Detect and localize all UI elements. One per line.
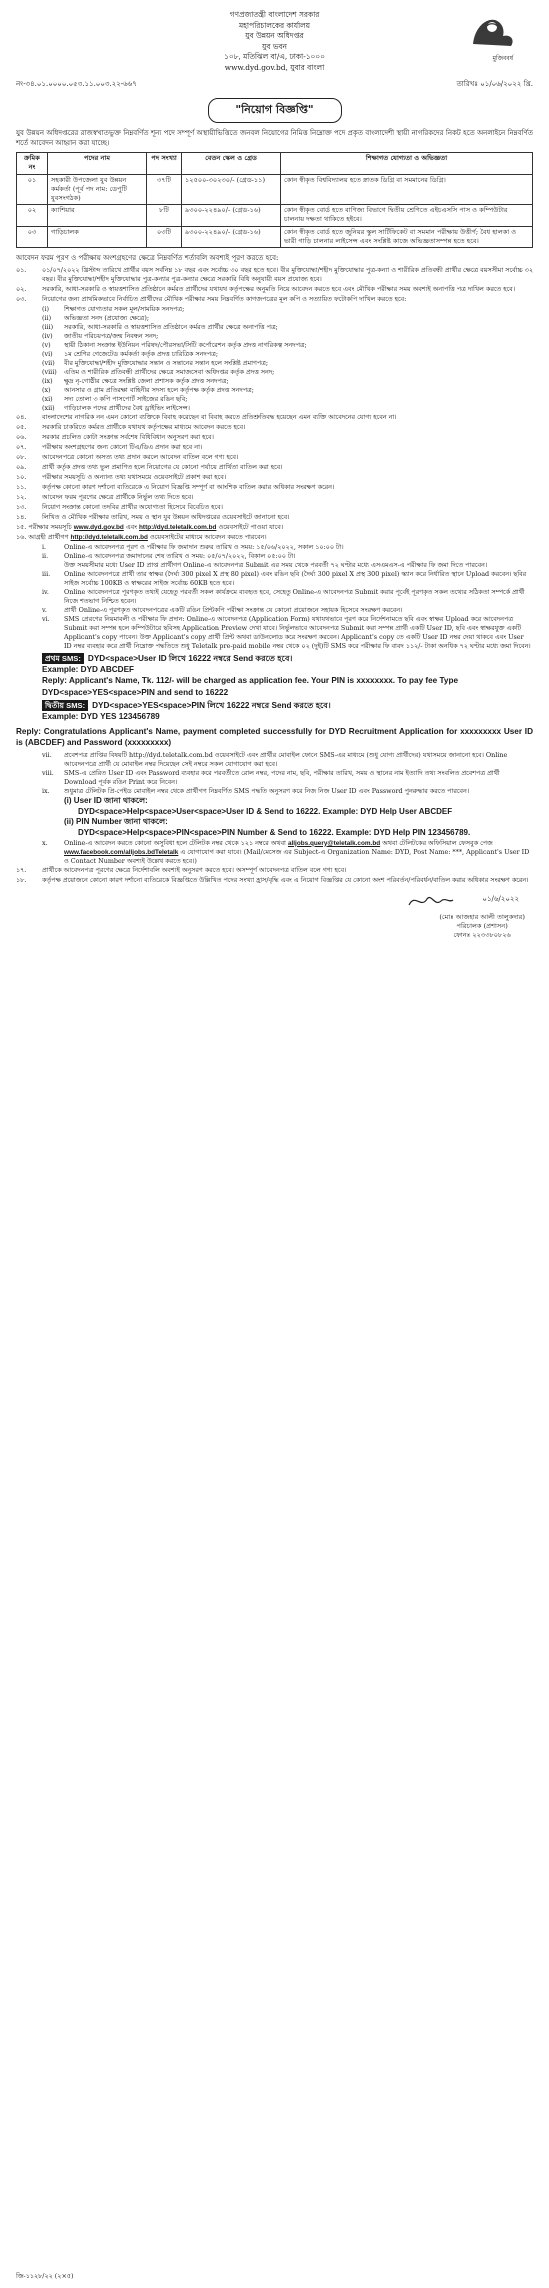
first-sms-example: Example: DYD ABCDEF [42, 665, 135, 675]
item-text: SMS প্রেরণের নিয়মাবলী ও পরীক্ষার ফি প্রদান: Online-এ আবেদনপত্র (Application Form) যথাযথভাবে পূরণ করে নির্দেশনামতে ছবি এবং স্বাক্ষর Upload করে আবেদনপত্র Submit করা সম্পন্ন হলে কম্পিউটারে ছবিসহ Application Preview দেখা যাবে। নির্ভুলভাবে আবেদনপত্র Submit করা সম্পন্ন প্রার্থী একটি User ID, ছবি এবং স্বাক্ষরযুক্ত একটি Applicant's copy পাবেন। উক্ত Applicant's copy প্রার্থী প্রিন্ট অথবা ডাউনলোড করে সংরক্ষণ করবেন। Applicant's copy তে একটি User ID নম্বর দেয়া থাকবে এবং User ID নম্বর ব্যবহার করে প্রার্থী নিম্নোক্ত পদ্ধতিতে শুধু Teletalk pre-paid mobile নম্বর থেকে ০২ (দুই)টি SMS করে পরীক্ষার ফি বাবদ ১১২/- টাকা অনধিক ৭২ ঘণ্টার মধ্যে জমা দিবেন। [64, 615, 531, 651]
footer-code: জি-১১২৮/২২ (২×৫) [16, 2272, 74, 2280]
list-item [16, 588, 533, 606]
memo-number: নং-৩৪.০১.০০০০.০৫৩.১১.০০৩.২২-৬৬৭ [16, 80, 137, 88]
first-sms-tag: প্রথম SMS: [42, 653, 84, 664]
item-text: SMS-এ প্রেরিত User ID এবং Password ব্যবহার করে পরবর্তীতে রোল নম্বর, পদের নাম, ছবি, পরীক্ষার তারিখ, সময় ও স্থানের নাম ইত্যাদি তথ্য সংবলিত প্রবেশপত্র প্রার্থী Download পূর্বক রঙিন Print করে নিবেন। [64, 769, 500, 787]
recovery-label: PIN Number জানা থাকলে: [76, 817, 168, 827]
item-number: ০১. [16, 266, 27, 275]
table-cell: ৩৭টি [147, 174, 182, 205]
table-cell: ৯৩০০-২২৪৯০/- (গ্রেড-১৬) [182, 226, 281, 247]
table-cell: ০৩ [17, 226, 48, 247]
list-item [16, 332, 533, 341]
list-item [64, 817, 533, 828]
list-item [16, 552, 533, 561]
website-line-prefix: ১৫. পরীক্ষার সময়সূচি [16, 523, 72, 532]
item-text: শুধুমাত্র টেলিটক প্রি-পেইড মোবাইল নম্বর থেকে প্রার্থীগণ নিম্নবর্ণিত SMS পদ্ধতি অনুসরণ করে নিজ নিজ User ID এবং Password পুনরুদ্ধার করতে পারবেন। [64, 787, 470, 796]
table-cell: গাড়িচালক [48, 226, 147, 247]
item-number: ii. [42, 552, 49, 561]
header-line: যুব উন্নয়ন অধিদপ্তর [245, 31, 304, 41]
table-header-row [17, 153, 533, 174]
intro-paragraph: যুব উন্নয়ন অধিদপ্তরের রাজস্বখাতভুক্ত নিম্নবর্ণিত শূন্য পদে সম্পূর্ণ অস্থায়ীভিত্তিতে জনবল নিয়োগের নিমিত্ত নিম্নোক্ত পদে প্রকৃত বাংলাদেশী স্থায়ী নাগরিকদের নিকট হতে অনলাইনে নিম্নবর্ণিত শর্তে আবেদন আহ্বান করা যাচ্ছে। [16, 129, 533, 147]
signature-block [16, 891, 533, 943]
list-item [64, 796, 533, 807]
contact-text: Online-এ আবেদন করতে কোনো অসুবিধা হলে টেলিটক নম্বর থেকে ১২১ নম্বরে অথবা [64, 838, 286, 847]
apply-line-suffix: ওয়েবসাইটের মাধ্যমে আবেদন করতে পারবেন। [149, 533, 267, 542]
column-header: ক্রমিক নং [17, 153, 48, 174]
item-text: নিয়োগের জন্য প্রাথমিকভাবে নির্বাচিত প্রার্থীদের মৌখিক পরীক্ষার সময় নিম্নবর্ণিত কাগজপত্রের মূল কপি ও সত্যায়িত ফটোকপি দাখিল করতে হবে: [42, 295, 407, 304]
table-row [17, 226, 533, 247]
table-cell: সহকারী উপজেলা যুব উন্নয়ন কর্মকর্তা (পূর্ব পদ নাম: ডেপুটি যুবসংগঠক) [48, 174, 147, 205]
signatory-name: (মোঃ আজহার আলী তালুকদার) [439, 912, 525, 921]
item-text: প্রবেশপত্র প্রাপ্তির বিষয়টি http://dyd.teletalk.com.bd ওয়েবসাইটে এবং প্রার্থীর মোবাইল ফোনে SMS-এর মাধ্যমে (শুধু যোগ্য প্রার্থীদের) যথাসময়ে জানানো হবে। Online আবেদনপত্রে প্রার্থী যে মোবাইল নম্বর দিয়েছেন সেই নম্বরে সকল যোগাযোগ করা হবে। [64, 751, 508, 769]
item-number: (vi) [42, 350, 53, 359]
item-number: (x) [42, 386, 51, 395]
item-text: সরকারি, আধা-সরকারি ও স্বায়ত্তশাসিত প্রতিষ্ঠানে কর্মরত প্রার্থীদের যথাযথ কর্তৃপক্ষের অনুমতি নিয়ে আবেদন করতে হবে এবং মৌখিক পরীক্ষার সময় অবশ্যই অনাপত্তি পত্র দাখিল করতে হবে। [42, 285, 515, 294]
header-line: মহাপরিচালকের কার্যালয় [238, 20, 311, 30]
list-item [16, 377, 533, 386]
header-line: যুব ভবন [262, 41, 287, 51]
item-number: ১০. [16, 473, 27, 482]
list-item [16, 615, 533, 651]
first-sms-block [42, 653, 533, 698]
item-number: (xii) [42, 404, 55, 413]
conditions-heading: আবেদন ফরম পূরণ ও পরীক্ষায় অংশগ্রহণের ক্ষেত্রে নিম্নবর্ণিত শর্তাবলি অবশ্যই পূরণ করতে হবে: [16, 254, 279, 263]
item-text: অভিজ্ঞতা সনদ (প্রযোজ্য ক্ষেত্রে); [64, 314, 149, 323]
signatory-details [439, 913, 525, 940]
item-text: জাতীয় পরিচয়পত্র/জন্ম নিবন্ধন সনদ; [64, 332, 159, 341]
item-number: (vii) [42, 359, 55, 368]
item-text: প্রার্থী কর্তৃক প্রদত্ত তথ্য ভুল প্রমাণিত হলে নিয়োগের যে কোনো পর্যায়ে প্রার্থিতা বাতিল করা হবে। [42, 463, 283, 472]
item-text: ০১/০৭/২০২২ খ্রিস্টাব্দ তারিখে প্রার্থীর বয়স সর্বনিম্ন ১৮ বছর এবং সর্বোচ্চ ৩০ বছর হতে হবে। বীর মুক্তিযোদ্ধা/শহীদ মুক্তিযোদ্ধার পুত্র-কন্যা ও শারীরিক প্রতিবন্ধী প্রার্থীর ক্ষেত্রে বয়সসীমা সর্বোচ্চ ৩২ বছর। বীর মুক্তিযোদ্ধা/শহীদ মুক্তিযোদ্ধার পুত্র-কন্যার পুত্র-কন্যার ক্ষেত্রে সরকারি বিধি অনুযায়ী বয়স প্রযোজ্য হবে। [42, 266, 533, 284]
notice-title: "নিয়োগ বিজ্ঞপ্তি" [208, 98, 342, 123]
header-line: গণপ্রজাতন্ত্রী বাংলাদেশ সরকার [229, 10, 320, 19]
recovery-command: DYD<space>Help<space>User<space>User ID & Send to 16222. Example: DYD Help User ABCDEF [78, 806, 453, 816]
item-number: (i) [64, 796, 72, 806]
item-number: ০৫. [16, 423, 27, 432]
item-text: আবেদন ফরম পূরণের ক্ষেত্রে প্রার্থীকে নির্ভুল তথ্য দিতে হবে। [42, 493, 194, 502]
list-item [16, 314, 533, 323]
item-number: ১৩. [16, 503, 27, 512]
list-item [16, 493, 533, 502]
memo-row [16, 78, 533, 90]
list-item [16, 876, 533, 885]
item-number: (ix) [42, 377, 53, 386]
item-number: ০৪. [16, 413, 27, 422]
item-number: ১২. [16, 493, 27, 502]
item-text: কর্তৃপক্ষ প্রয়োজনে কোনো কারণ দর্শানো ব্যতিরেকে বিজ্ঞপ্তিতে উল্লিখিত পদের সংখ্যা হ্রাস/বৃদ্ধি এবং এ নিয়োগ বিজ্ঞপ্তির যে কোনো অংশ পরিবর্তন/পরিবর্ধন/বাতিল করার অধিকার সংরক্ষণ করেন। [42, 875, 529, 884]
online-application-list [16, 543, 533, 651]
table-cell: কোন স্বীকৃত বোর্ড হতে বাণিজ্য বিভাগে দ্বিতীয় শ্রেণিতে এইচএসসি পাস ও কম্পিউটার চালনায় দক্ষতা থাকিতে হইবে। [281, 205, 533, 226]
item-number: ১১. [16, 483, 27, 492]
dyd-website-link[interactable]: www.dyd.gov.bd [73, 524, 124, 532]
list-item [16, 473, 533, 482]
item-number: (ii) [42, 314, 52, 323]
column-header: শিক্ষাগত যোগ্যতা ও অভিজ্ঞতা [281, 153, 533, 174]
required-documents-list [16, 305, 533, 413]
column-header: বেতন স্কেল ও গ্রেড [182, 153, 281, 174]
item-text: উক্ত সময়সীমার মধ্যে User ID প্রাপ্ত প্রার্থীগণ Online-এ আবেদনপত্র Submit এর সময় থেকে পরবর্তী ৭২ ঘণ্টার মধ্যে এসএমএস-এ পরীক্ষার ফি জমা দিতে পারবেন। [64, 561, 488, 570]
column-header: পদ সংখ্যা [147, 153, 182, 174]
list-item [16, 443, 533, 452]
item-text: সরকার প্রচলিত কোটা সংক্রান্ত সর্বশেষ বিধিবিধান অনুসরণ করা হবে। [42, 433, 214, 442]
table-cell: ক্যাশিয়ার [48, 205, 147, 226]
website-line-suffix: ওয়েবসাইটে পাওয়া যাবে। [218, 523, 284, 532]
list-item [16, 606, 533, 615]
item-text: এতিম ও শারীরিক প্রতিবন্ধী প্রার্থীদের ক্ষেত্রে সমাজসেবা অধিদপ্তর কর্তৃক প্রদত্ত সনদ; [64, 368, 275, 377]
list-item [16, 395, 533, 404]
list-item [16, 295, 533, 304]
apply-website-link[interactable]: http://dyd.teletalk.com.bd [70, 534, 148, 542]
website-line-mid: এবং [125, 523, 137, 532]
list-item [16, 305, 533, 314]
table-cell: ১২৫০০-৩০২৩০/- (গ্রেড-১১) [182, 174, 281, 205]
signature-date: ০১/৬/২০২২ [482, 894, 519, 903]
list-item [16, 285, 533, 294]
item-number: ০৯. [16, 463, 27, 472]
list-item [16, 769, 533, 787]
letterhead [16, 10, 533, 76]
apply-line-prefix: ১৬. আগ্রহী প্রার্থীগণ [16, 533, 69, 542]
contact-item [16, 839, 533, 866]
header-line: www.dyd.gov.bd, যুবার বাংলা [224, 62, 325, 72]
column-header: পদের নাম [48, 153, 147, 174]
item-text: কর্তৃপক্ষ কোনো কারণ দর্শানো ব্যতিরেকে এ নিয়োগ বিজ্ঞপ্তি সম্পূর্ণ বা আংশিক বাতিল করার অধিকার সংরক্ষণ করেন। [42, 483, 335, 492]
mujib-year-logo-icon [465, 14, 519, 52]
table-row [17, 205, 533, 226]
item-number: i. [42, 543, 47, 552]
item-text: বাংলাদেশের নাগরিক নন এমন কোনো ব্যক্তিকে বিবাহ করেছেন বা বিবাহ করতে প্রতিশ্রুতিবদ্ধ হয়েছেন এমন ব্যক্তি আবেদনের যোগ্য হবেন না। [42, 413, 397, 422]
list-item [16, 433, 533, 442]
list-item [16, 751, 533, 769]
list-item [16, 866, 533, 875]
table-cell: ০২ [17, 205, 48, 226]
list-item [16, 368, 533, 377]
item-text: পরীক্ষায় অংশগ্রহণের জন্য কোনো টিএ/ডিএ প্রদান করা হবে না। [42, 443, 203, 452]
item-number: ১৮. [16, 875, 27, 884]
item-text: সদ্য তোলা ৩ কপি পাসপোর্ট সাইজের রঙিন ছবি; [64, 395, 188, 404]
item-number: (iv) [42, 332, 53, 341]
item-number: (xi) [42, 395, 53, 404]
item-number: v. [42, 606, 47, 615]
recovery-list [16, 796, 533, 838]
item-text: শিক্ষাগত যোগ্যতার সকল মূল/সাময়িক সনদপত্র; [64, 305, 185, 314]
item-text: ১ম শ্রেণির গেজেটেড কর্মকর্তা কর্তৃক প্রদত্ত চারিত্রিক সনদপত্র; [64, 350, 218, 359]
website-line [16, 523, 533, 532]
list-item [16, 350, 533, 359]
facebook-page-link[interactable]: www.facebook.com/alljobs.bdTeletalk [64, 848, 179, 856]
table-row [17, 174, 533, 205]
list-item [16, 341, 533, 350]
signatory-phone: ফোনঃ ২২৩৩৮০৮২৬ [453, 930, 511, 939]
item-number: ০৮. [16, 453, 27, 462]
list-item [16, 570, 533, 588]
table-cell: ০৩টি [147, 226, 182, 247]
list-item [16, 453, 533, 462]
contact-post-text: এ যোগাযোগ করা যাবে। (Mail/মেসেজ এর Subject-এ Organization Name: DYD, Post Name: ***, Applicant's User ID ও Contact Number অবশ্যই উল্লেখ করতে হবে।) [64, 847, 530, 865]
list-item [16, 359, 533, 368]
signatory-designation: পরিচালক (প্রশাসন) [456, 921, 508, 930]
table-cell: ৮টি [147, 205, 182, 226]
item-number: viii. [42, 769, 54, 778]
second-sms-tag: দ্বিতীয় SMS: [42, 700, 88, 711]
item-text: লিখিত ও মৌখিক পরীক্ষার তারিখ, সময় ও স্থান যুব উন্নয়ন অধিদপ্তরের ওয়েবসাইটে জানানো হবে। [42, 513, 290, 522]
second-sms-command: DYD<space>YES<space>PIN লিখে 16222 নম্বরে Send করতে হবে। [92, 700, 331, 710]
item-text: আনসার ও গ্রাম প্রতিরক্ষা বাহিনীর সদস্য হলে কর্তৃপক্ষ কর্তৃক প্রদত্ত সনদপত্র; [64, 386, 254, 395]
item-number: (viii) [42, 368, 57, 377]
payment-confirmation-reply: Reply: Congratulations Applicant's Name, payment completed successfully for DYD Recruitment Application for xxxxxxxxx User ID is (ABCDEF) and Password (xxxxxxxxx) [16, 727, 533, 748]
item-text: Online আবেদনপত্রে পূরণকৃত তথ্যই যেহেতু পরবর্তী সকল কার্যক্রমে ব্যবহৃত হবে, সেহেতু Online-এ আবেদনপত্র Submit করার পূর্বেই পূরণকৃত সকল তথ্যের সঠিকতা সম্পর্কে প্রার্থী নিজে শতভাগ নিশ্চিত হবেন। [64, 588, 525, 606]
item-text: বীর মুক্তিযোদ্ধা/শহীদ মুক্তিযোদ্ধার সন্তান ও সন্তানের সন্তান হলে সংশ্লিষ্ট প্রমাণপত্র; [64, 359, 269, 368]
item-text: নিয়োগ সংক্রান্ত কোনো তদবির প্রার্থীর অযোগ্যতা হিসেবে বিবেচিত হবে। [42, 503, 223, 512]
item-text: সরকারি চাকরিতে কর্মরত প্রার্থীকে যথাযথ কর্তৃপক্ষের মাধ্যমে আবেদন করতে হবে। [42, 423, 246, 432]
table-cell: কোন স্বীকৃত বোর্ড হতে জুনিয়র স্কুল সার্টিফিকেট বা সমমান পরীক্ষায় উত্তীর্ণ; বৈধ হালকা ও ভারী গাড়ি চালনার লাইসেন্স এবং সংশ্লিষ্ট কাজে অভিজ্ঞতাসম্পন্ন হতে হবে। [281, 226, 533, 247]
table-cell: ৯৩০০-২২৪৯০/- (গ্রেড-১৬) [182, 205, 281, 226]
list-item [16, 787, 533, 796]
list-item [16, 404, 533, 413]
item-text: ক্ষুদ্র নৃ-গোষ্ঠীর ক্ষেত্রে সংশ্লিষ্ট জেলা প্রশাসক কর্তৃক প্রদত্ত সনদপত্র; [64, 377, 229, 386]
item-number [42, 561, 64, 570]
item-number: ১৭. [16, 865, 27, 874]
table-cell: ০১ [17, 174, 48, 205]
item-text: Online-এ আবেদনপত্র পূরণ ও পরীক্ষার ফি জমাদান শুরুর তারিখ ও সময়: ১৫/০৬/২০২২, সকাল ১০:০০ টা। [64, 543, 344, 552]
item-text: প্রার্থী Online-এ পূরণকৃত আবেদনপত্রের একটি রঙিন প্রিন্টকপি পরীক্ষা সংক্রান্ত যে কোনো প্রয়োজনে সহায়ক হিসেবে সংরক্ষণ করবেন। [64, 606, 403, 615]
item-number: iii. [42, 570, 51, 579]
item-number: x. [42, 838, 48, 847]
recovery-command: DYD<space>Help<space>PIN<space>PIN Number & Send to 16222. Example: DYD Help PIN 123456789. [78, 828, 471, 838]
item-number: ix. [42, 787, 50, 796]
first-sms-command: DYD<space>User ID লিখে 16222 নম্বরে Send করতে হবে। [87, 654, 293, 664]
item-number: vi. [42, 615, 50, 624]
list-item [16, 543, 533, 552]
list-item [16, 483, 533, 492]
item-number: (v) [42, 341, 51, 350]
item-number: vii. [42, 751, 52, 760]
list-item [16, 323, 533, 332]
list-item [16, 561, 533, 570]
item-text: Online-এ আবেদনপত্র জমাদানের শেষ তারিখ ও সময়: ০৫/০৭/২০২২, বিকাল ০৫:০০ টা। [64, 552, 296, 561]
list-item [16, 413, 533, 422]
item-text: Online আবেদনপত্রে প্রার্থী তার স্বাক্ষর (দৈর্ঘ্য 300 pixel X প্রস্থ 80 pixel) এবং রঙিন ছবি (দৈর্ঘ্য 300 pixel X প্রস্থ 300 pixel) স্ক্যান করে নির্ধারিত স্থানে Upload করবেন। ছবির সাইজ সর্বোচ্চ 100KB ও স্বাক্ষরের সাইজ সর্বোচ্চ 60KB হতে হবে। [64, 570, 527, 588]
item-text: সরকারি, আধা-সরকারি ও স্বায়ত্তশাসিত প্রতিষ্ঠানে কর্মরত প্রার্থীর ক্ষেত্রে অনাপত্তি পত্র; [64, 323, 278, 332]
list-item [16, 513, 533, 522]
second-sms-block [42, 700, 533, 722]
memo-date: তারিখঃ ০১/০৬/২০২২ খ্রি. [456, 80, 533, 88]
item-text: স্থায়ী ঠিকানা সংক্রান্ত ইউনিয়ন পরিষদ/পৌরসভা/সিটি কর্পোরেশন কর্তৃক প্রদত্ত নাগরিকত্ব সনদপত্র; [64, 341, 307, 350]
list-item [16, 503, 533, 512]
list-item [16, 463, 533, 472]
item-number: ০৭. [16, 443, 27, 452]
conditions-list [16, 266, 533, 651]
item-text: পরীক্ষার সময়সূচি ও অন্যান্য তথ্য যথাসময়ে ওয়েবসাইটে প্রকাশ করা হবে। [42, 473, 227, 482]
item-number: ০৩. [16, 295, 27, 304]
item-number: (i) [42, 305, 50, 314]
item-number: ০২. [16, 285, 27, 294]
item-number: ০৬. [16, 433, 27, 442]
apply-line [16, 533, 533, 542]
item-number: (iii) [42, 323, 54, 332]
item-number: ১৪. [16, 513, 27, 522]
contact-mid-text: অথবা টেলিটকের অফিসিয়াল ফেসবুক পেজ [382, 838, 493, 847]
recovery-label: User ID জানা থাকলে: [73, 796, 148, 806]
item-number: (ii) [64, 817, 74, 827]
table-cell: কোন স্বীকৃত বিশ্ববিদ্যালয় হতে স্নাতক ডিগ্রি বা সমমানের ডিগ্রি। [281, 174, 533, 205]
item-number: iv. [42, 588, 49, 597]
first-sms-reply: Reply: Applicant's Name, Tk. 112/- will be charged as application fee. Your PIN is xxxxxxxx. To pay fee Type DYD<space>YES<space>PIN and send to 16222 [42, 676, 459, 697]
item-text: গাড়িচালক পদের প্রার্থীদের বৈধ ড্রাইভিং লাইসেন্স। [64, 404, 190, 413]
teletalk-website-link[interactable]: http://dyd.teletalk.com.bd [139, 524, 217, 532]
second-sms-example: Example: DYD YES 123456789 [42, 712, 160, 722]
logo-caption: মুজিববর্ষ [492, 55, 513, 62]
list-item [16, 266, 533, 284]
item-text: আবেদনপত্রে কোনো অসত্য তথ্য প্রদান করলে আবেদন বাতিল বলে গণ্য হবে। [42, 453, 239, 462]
after-payment-list [16, 751, 533, 884]
list-item [16, 386, 533, 395]
list-item [16, 423, 533, 432]
support-email-link[interactable]: alljobs.query@teletalk.com.bd [287, 839, 381, 847]
item-text: প্রার্থীকে আবেদনপত্র পূরণের ক্ষেত্রে নির্দেশাবলি অবশ্যই অনুসরণ করতে হবে। অসম্পূর্ণ আবেদনপত্র বাতিল বলে গণ্য হবে। [42, 865, 347, 874]
posts-table [16, 152, 533, 248]
header-line: ১০৮, মতিঝিল বা/এ, ঢাকা-১০০০ [224, 52, 325, 62]
